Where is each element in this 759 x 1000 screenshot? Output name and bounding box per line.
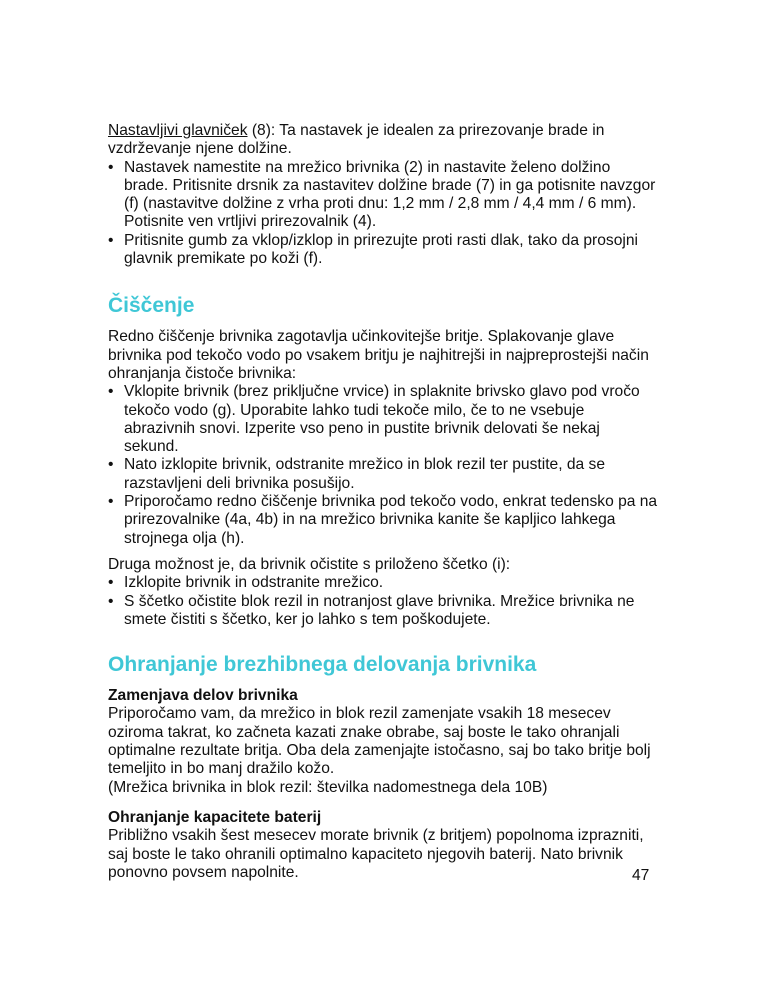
list-item: [108, 493, 658, 548]
list-item: [108, 574, 658, 592]
list-item: [108, 383, 658, 456]
list-item: [108, 159, 658, 232]
bullet-icon: •: [108, 574, 114, 592]
parts-number-note: (Mrežica brivnika in blok rezil: številka nadomestnega dela 10B): [108, 778, 548, 796]
intro-text: (8): Ta nastavek je idealen za prirezovanje brade in vzdrževanje njene dolžine.: [108, 122, 605, 158]
bullet-icon: •: [108, 158, 114, 176]
list-item: [108, 232, 658, 269]
list-item: [108, 593, 658, 630]
brush-paragraph: Druga možnost je, da brivnik očistite s priloženo ščetko (i):: [108, 555, 511, 573]
page-content: [108, 122, 658, 882]
intro-term: Nastavljivi glavniček: [108, 122, 248, 139]
cleaning-paragraph: Redno čiščenje brivnika zagotavlja učinkovitejše britje. Splakovanje glave brivnika pod tekočo vodo po vsakem britju je najhitrejši in najpreprostejši način ohranjanja čistoče brivnika:: [108, 328, 649, 382]
intro-paragraph: [108, 122, 658, 159]
cleaning-bullet-list: [108, 383, 658, 548]
bullet-icon: •: [108, 592, 114, 610]
bullet-icon: •: [108, 231, 114, 249]
bullet-icon: •: [108, 456, 114, 474]
cleaning-heading: Čiščenje: [108, 294, 195, 318]
page-number: 47: [632, 867, 650, 884]
list-item: [108, 456, 658, 493]
list-item-text: Pritisnite gumb za vklop/izklop in prirezujte proti rasti dlak, tako da prosojni glavnik premikate po koži (f).: [124, 231, 638, 268]
list-item-text: Nato izklopite brivnik, odstranite mrežico in blok rezil ter pustite, da se razstavljeni deli brivnika posušijo.: [124, 456, 606, 492]
list-item-text: S ščetko očistite blok rezil in notranjost glave brivnika. Mrežice brivnika ne smete čistiti s ščetko, ker jo lahko s tem poškodujete.: [124, 592, 635, 628]
bullet-icon: •: [108, 383, 114, 401]
bullet-icon: •: [108, 493, 114, 511]
list-item-text: Nastavek namestite na mrežico brivnika (2) in nastavite želeno dolžino brade. Pritisnite drsnik za nastavitev dolžine brade (7) in ga potisnite navzgor (f) (nastavitve dolžine z vrha proti dnu: 1,2 mm / 2,8 mm / 4,4 mm / 6 mm). Potisnite ven vrtljivi prirezovalnik (4).: [124, 158, 656, 231]
list-item-text: Izklopite brivnik in odstranite mrežico.: [124, 574, 384, 592]
parts-paragraph: Priporočamo vam, da mrežico in blok rezil zamenjate vsakih 18 mesecev oziroma takrat, ko začneta kazati znake obrabe, saj boste le tako ohranjali optimalne rezultate britja. Oba dela zamenjajte istočasno, saj bo tako britje bolj temeljito in bo manj dražilo kožo.: [108, 705, 651, 778]
spacer: [108, 548, 658, 556]
intro-bullet-list: [108, 159, 658, 269]
battery-paragraph: Približno vsakih šest mesecev morate brivnik (z britjem) popolnoma izprazniti, saj boste le tako ohranili optimalno kapaciteto njegovih baterij. Nato brivnik ponovno povsem napolnite.: [108, 827, 644, 881]
spacer: [108, 797, 658, 809]
parts-subheading: Zamenjava delov brivnika: [108, 687, 298, 705]
list-item-text: Priporočamo redno čiščenje brivnika pod tekočo vodo, enkrat tedensko pa na prirezovalnike (4a, 4b) in na mrežico brivnika kanite še kapljico lahkega strojnega olja (h).: [124, 493, 658, 547]
maintenance-heading: Ohranjanje brezhibnega delovanja brivnika: [108, 653, 537, 677]
list-item-text: Vklopite brivnik (brez priključne vrvice) in splaknite brivsko glavo pod vročo tekočo vodo (g). Uporabite lahko tudi tekoče milo, če to ne vsebuje abrazivnih snovi. Izperite vso peno in pustite brivnik delovati še nekaj sekund.: [124, 383, 640, 456]
brush-bullet-list: [108, 574, 658, 629]
battery-subheading: Ohranjanje kapacitete baterij: [108, 808, 322, 826]
